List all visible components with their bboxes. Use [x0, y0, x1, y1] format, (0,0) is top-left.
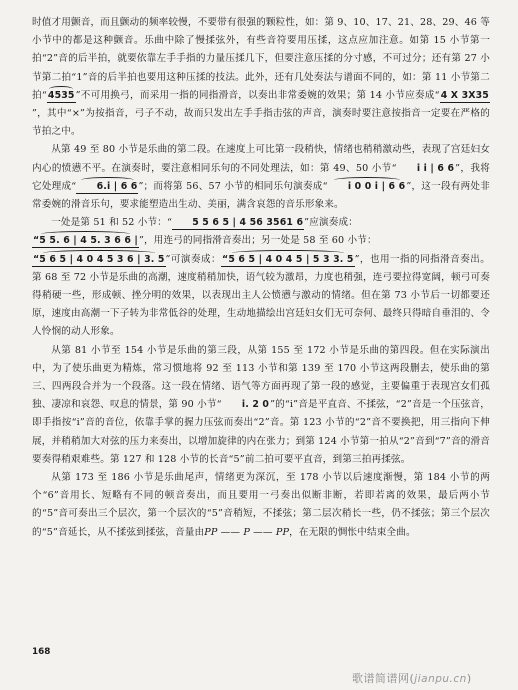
paragraph-5-text: 从第 173 至 186 小节是乐曲尾声，情绪更为深沉，至 178 小节以后速度渐慢，第 184 小节的两个“6”音用长、短略有不同的顿音奏出，而且要用一弓奏出似断非断，若即若离的效果，最后两小节的“5”音可奏出三个层次，第一个层次的“5”音稍短，不揉弦；第二层次稍长一些，仍不揉弦；第三个层次的“5”音延长，从不揉弦到揉弦，音量由 [32, 472, 490, 538]
paragraph-3-text-d: ”可演奏成： [165, 253, 222, 265]
dynamics-marking: PP —— P —— PP [204, 526, 290, 538]
notation-measure-11: 4535 [47, 89, 75, 101]
paragraph-3-text-b: ”应演奏成： [304, 217, 358, 229]
paragraph-3-text-e: ”，也用一指的同指滑音奏出。第 68 至 72 小节是乐曲的高潮，速度稍稍加快，语气较为激昂，力度也稍强，连弓要拉得宽阔，顿弓可奏得稍硬一些，形成顿、挫分明的效果，以表现出主人公愤懑与激动的情绪。但在第 73 小节后一切都要还原，速度由高潮一下子转为非常低谷的处理，生动地描绘出宫廷妇女们无可奈何、最终只得暗自垂泪的、令人怜悯的动人形象。 [32, 253, 490, 338]
paragraph-5 [32, 469, 490, 542]
notation-measure-51-52-variant: “5 5. 6 | 4 5. 3 6 6 | [33, 235, 138, 247]
paragraph-3-cont-2 [32, 251, 490, 342]
article-body [32, 14, 490, 542]
paragraph-3-text: 一处是第 51 和 52 小节：“ [51, 217, 173, 229]
notation-measure-14: 4 X 3X35 [440, 89, 489, 101]
watermark-url: jianpu.cn [414, 673, 467, 685]
paragraph-2 [32, 141, 490, 214]
paragraph-3-cont [32, 232, 490, 250]
site-watermark: 歌谱简谱网(jianpu.cn) [352, 672, 472, 685]
notation-measure-90: i. 2 0 [241, 399, 270, 411]
paragraph-3 [32, 214, 490, 232]
page-number: 168 [32, 647, 51, 657]
paragraph-1-text-c: ”，其中“×”为按指音，弓子不动，故而只发出左手手指击弦的声音，演奏时要注意按指音一定要在严格的节拍之中。 [32, 108, 490, 138]
paragraph-2-text: 从第 49 至 80 小节是乐曲的第二段。在速度上可比第一段稍快，情绪也稍稍激动些，表现了宫廷妇女内心的愤懑不平。在演奏时，要注意相同乐句的不同处理法，如：第 49、50 小节“ [32, 144, 490, 174]
notation-measure-58-60: “5 6 5 | 4 0 4 5 3 6 | 3. 5 [33, 253, 165, 265]
paragraph-1 [32, 14, 490, 141]
paragraph-4 [32, 342, 490, 469]
paragraph-1-text: 时值才用颤音，而且颤动的频率较慢，不要带有很强的颗粒性，如：第 9、10、17、21、28、29、46 等小节中的都是这种颤音。乐曲中除了慢揉弦外，有些音符要用压揉，这点应加注意。如第 15 小节第一拍“2”音的后半拍，就要依靠左手手指的力量压揉几下，但要注意压揉的分寸感，不可过分；还有第 27 小节第二拍“1”音的后半拍也要用这种压揉的技法。此外，还有几处奏法与谱面不同的，如：第 11 小节第二拍“ [32, 17, 490, 101]
paragraph-2-text-d: ”，这一段有两处非常委婉的滑音乐句，要求能塑造出生动、美丽，满含哀怨的音乐形象来。 [32, 180, 490, 211]
paragraph-2-text-b: ”，我将它处理成“ [32, 162, 490, 192]
notation-measure-49-50-variant: 6.i | 6 6 [76, 181, 138, 194]
paragraph-4-text-b: ”的“i”音是平直音、不揉弦，“2”音是一个压弦音，即手指按“i”音的音位，依靠手掌的握力压弦而奏出“2”音。第 123 小节的“2”音不要换把，用三指向下伸展，并稍稍加大对弦的压力来奏出，以增加旋律的内在张力；到第 124 小节第一拍从“2”音到“7”音的滑音要奏得稍艰难些。第 127 和 128 小节的长音“5”前二拍可要平直音，到第三拍再揉弦。 [32, 399, 490, 465]
notation-measure-56-57: i 0 0 i | 6 6 [328, 181, 407, 193]
notation-measure-49-50: i i | 6 6 [416, 162, 455, 174]
paragraph-5-text-b: ，在无限的惆怅中结束全曲。 [289, 526, 416, 538]
notation-measure-58-60-variant: “5 6 5 | 4 0 4 5 | 5 3 3. 5 [222, 253, 354, 265]
paragraph-1-text-b: ”不可用换弓，而采用一指的同指滑音，以奏出非常委婉的效果；第 14 小节应奏成“ [75, 89, 440, 101]
paragraph-3-text-c: ”，用连弓的同指滑音奏出；另一处是 58 至 60 小节： [139, 235, 377, 247]
notation-measure-51-52: 5 5 6 5 | 4 56 3561 6 [172, 217, 304, 230]
paragraph-4-text: 从第 81 小节至 154 小节是乐曲的第三段，从第 155 至 172 小节是乐曲的第四段。但在实际演出中，为了使乐曲更为精炼，常习惯地将 92 至 113 小节和第 139 至 170 小节这两段删去，使乐曲的第三、四两段合并为一个段落。这一段在情绪、语气等方面再现了第一段的感觉，主要偏重于表现宫女们孤独、凄凉和哀怨、叹息的情景，第 90 小节“ [32, 344, 490, 411]
watermark-chinese: 歌谱简谱网 [352, 672, 410, 685]
paragraph-2-text-c: ”；而将第 56、57 小节的相同乐句演奏成“ [138, 180, 328, 192]
